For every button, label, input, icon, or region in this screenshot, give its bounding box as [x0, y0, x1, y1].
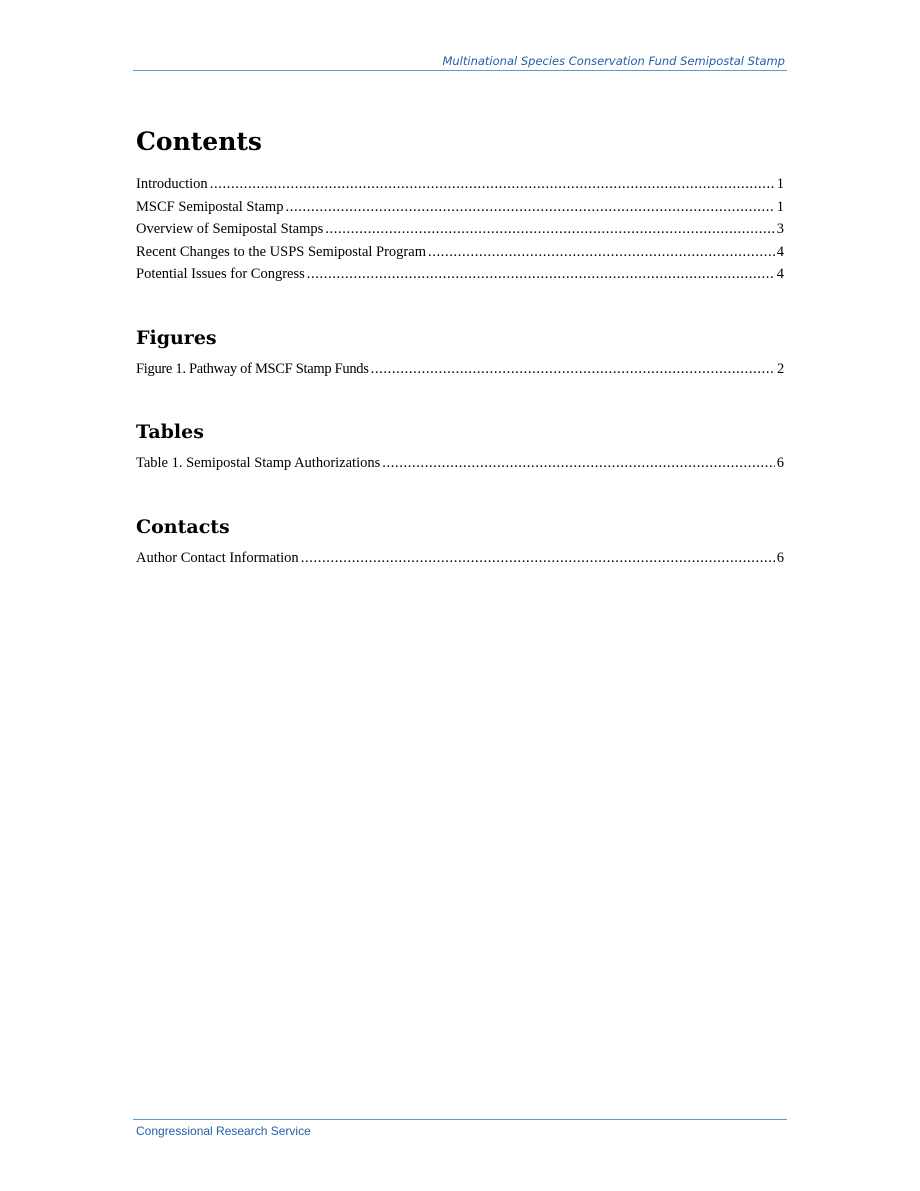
dot-leader [301, 550, 775, 567]
toc-entry-recent-changes[interactable] [136, 244, 784, 267]
toc-entry-mscf-semipostal-stamp[interactable] [136, 199, 784, 222]
toc-entry-table-1[interactable] [136, 455, 784, 478]
toc-entry-page: 2 [777, 360, 784, 377]
dot-leader [210, 176, 775, 193]
footer-text: Congressional Research Service [136, 1124, 311, 1138]
toc-entry-page: 1 [776, 176, 784, 192]
toc-entry-page: 4 [776, 243, 784, 260]
toc-entry-page: 4 [776, 266, 784, 282]
dot-leader [307, 266, 775, 283]
toc-entry-label: Recent Changes to the USPS Semipostal Program [136, 243, 426, 260]
toc-entry-introduction[interactable] [136, 176, 784, 199]
toc-entry-figure-1[interactable] [136, 361, 784, 384]
figures-list [136, 361, 784, 384]
toc-entry-author-contact[interactable] [136, 550, 784, 573]
dot-leader [285, 199, 774, 216]
table-of-contents [136, 124, 784, 572]
toc-entry-label: Author Contact Information [136, 549, 299, 566]
dot-leader [428, 244, 775, 261]
toc-entry-page: 6 [776, 455, 784, 471]
contacts-list [136, 550, 784, 573]
toc-entry-label: Table 1. Semipostal Stamp Authorizations [136, 455, 381, 471]
contents-list [136, 176, 784, 289]
toc-entry-page: 3 [776, 221, 784, 237]
header-title: Multinational Species Conservation Fund Semipostal Stamp [442, 54, 785, 68]
tables-heading: Tables [136, 421, 204, 443]
dot-leader [371, 361, 775, 378]
toc-entry-overview[interactable] [136, 221, 784, 244]
running-footer [133, 1119, 787, 1138]
toc-entry-label: Introduction [136, 176, 208, 192]
toc-entry-potential-issues[interactable] [136, 266, 784, 289]
toc-entry-page: 6 [776, 549, 784, 566]
contents-heading: Contents [136, 127, 263, 156]
dot-leader [382, 455, 775, 472]
running-header [133, 52, 787, 71]
figures-heading: Figures [136, 326, 217, 349]
toc-entry-label: Figure 1. Pathway of MSCF Stamp Funds [136, 360, 369, 377]
tables-list [136, 455, 784, 478]
toc-entry-label: MSCF Semipostal Stamp [136, 198, 284, 215]
contacts-heading: Contacts [136, 515, 230, 538]
toc-entry-page: 1 [776, 198, 784, 215]
toc-entry-label: Potential Issues for Congress [136, 266, 305, 282]
section-spacer [136, 289, 784, 323]
dot-leader [325, 221, 774, 238]
section-spacer [136, 478, 784, 512]
toc-entry-label: Overview of Semipostal Stamps [136, 221, 324, 237]
section-spacer [136, 383, 784, 417]
